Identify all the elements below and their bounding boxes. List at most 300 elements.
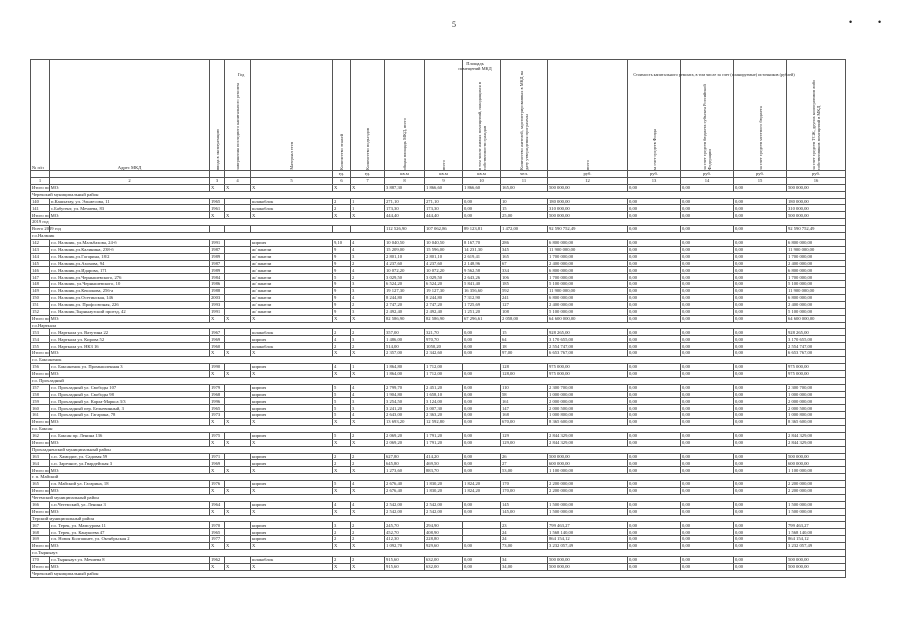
table-row xyxy=(31,260,846,267)
cell-col-1: Итого по МО: xyxy=(32,315,60,321)
cell-col-12: 6 653 767,00 xyxy=(548,350,628,357)
cell-col-11: 15 xyxy=(501,205,548,212)
table-row xyxy=(31,481,846,488)
cell-col-1: 150 xyxy=(31,295,50,302)
cell-col-3: 1990 xyxy=(210,363,225,370)
cell-col-5: шлакоблок xyxy=(251,329,333,336)
cell-col-2: с.п. Заречное, ул.Гвардейская 3 xyxy=(50,460,210,467)
section-title: г.о. Баксаненок xyxy=(31,357,846,364)
cell-col-4 xyxy=(225,391,251,398)
cell-col-4 xyxy=(225,239,251,246)
cell-col-2: г.о. Нальчик,ул. Профсоюзная, 226 xyxy=(50,301,210,308)
cell-col-7: X xyxy=(351,370,385,377)
cell-col-7: 2 xyxy=(351,329,385,336)
cell-col-3: 1964 xyxy=(210,501,225,508)
cell-col-7: 4 xyxy=(351,239,385,246)
cell-col-14: 0,00 xyxy=(681,501,734,508)
cell-col-15: 0,00 xyxy=(734,508,787,515)
cell-col-10: 5 841,40 xyxy=(463,281,501,288)
section-title: Черекский муниципальный район xyxy=(31,191,846,198)
cell-col-2: г.о. Нальчик,ул.Идарова, 171 xyxy=(50,267,210,274)
cell-col-7: 3 xyxy=(351,308,385,315)
table-row xyxy=(31,501,846,508)
cell-col-11: 170 xyxy=(501,481,548,488)
cell-col-9: 4 237,60 xyxy=(425,260,463,267)
cell-col-13: 0,00 xyxy=(628,391,681,398)
table-row xyxy=(31,391,846,398)
cell-col-15: 0,00 xyxy=(734,212,787,219)
cell-col-5: кирпич xyxy=(251,460,333,467)
cell-col-3: 1989 xyxy=(210,267,225,274)
cell-col-2: г.о. Нарткала ул. НКЗ 16 xyxy=(50,343,210,350)
cell-col-15: 0,00 xyxy=(734,184,787,191)
cell-col-16: 3 170 655,00 xyxy=(787,336,846,343)
cell-col-4 xyxy=(225,198,251,205)
cell-col-12: 975 000,00 xyxy=(548,370,628,377)
cell-col-8: 2 542,00 xyxy=(385,508,425,515)
cell-col-8: 514,00 xyxy=(385,343,425,350)
cell-col-8: 3 887,30 xyxy=(385,184,425,191)
cell-col-16: 8 365 600,00 xyxy=(787,419,846,426)
cell-col-4: X xyxy=(225,419,251,426)
cell-col-13: 0,00 xyxy=(628,267,681,274)
cell-col-4 xyxy=(225,336,251,343)
total-row xyxy=(31,419,846,426)
cell-col-10: 9 562,58 xyxy=(463,267,501,274)
cell-col-3: 1991 xyxy=(210,239,225,246)
cell-col-8: 13 693,20 xyxy=(385,419,425,426)
cell-col-5: ж/ панели xyxy=(251,267,333,274)
cell-col-8: 2 799,70 xyxy=(385,384,425,391)
cell-col-2: с.п. Хамидие, ул. Садовая 59 xyxy=(50,453,210,460)
cell-col-9: 2 342,60 xyxy=(425,350,463,357)
cell-col-2 xyxy=(50,467,210,474)
cell-col-1: 158 xyxy=(31,391,50,398)
cell-col-5: X xyxy=(251,315,333,322)
cell-col-2: г.о. Нальчик,ул.Гагарина, 18/2 xyxy=(50,253,210,260)
column-number-cell-1: 1 xyxy=(31,177,50,184)
cell-col-5: кирпич xyxy=(251,529,333,536)
cell-col-1: 168 xyxy=(31,529,50,536)
cell-col-13: 0,00 xyxy=(628,563,681,570)
cell-col-8: 444,40 xyxy=(385,212,425,219)
cell-col-4: X xyxy=(225,315,251,322)
column-number-cell-5: 5 xyxy=(251,177,333,184)
cell-col-11: 25,00 xyxy=(501,212,548,219)
cell-col-2: г.о.Тырныауз ул. Мечиева 8 xyxy=(50,556,210,563)
cell-col-4 xyxy=(225,405,251,412)
cell-col-5: кирпич xyxy=(251,432,333,439)
cell-col-14: 0,00 xyxy=(681,329,734,336)
cell-col-3: 1960 xyxy=(210,343,225,350)
cell-col-15: 0,00 xyxy=(734,391,787,398)
cell-col-8: 245,70 xyxy=(385,522,425,529)
cell-col-6: 5 xyxy=(333,391,351,398)
cell-col-9: 929,60 xyxy=(425,543,463,550)
cell-col-3: X xyxy=(210,543,225,550)
cell-col-13: 0,00 xyxy=(628,398,681,405)
cell-col-4: X xyxy=(225,184,251,191)
cell-col-11: 128 xyxy=(501,363,548,370)
cell-col-13: 0,00 xyxy=(628,308,681,315)
cell-col-10: 0,00 xyxy=(463,543,501,550)
cell-col-16: 2 844 329,00 xyxy=(787,439,846,446)
cell-col-14: 0,00 xyxy=(681,487,734,494)
cell-col-2: г.о. Нальчик,Тырныаузский проезд, 42 xyxy=(50,308,210,315)
cell-col-14: 0,00 xyxy=(681,308,734,315)
cell-col-15: 0,00 xyxy=(734,295,787,302)
cell-col-1: Итого по МО: xyxy=(32,564,60,569)
cell-col-6: 2 xyxy=(333,205,351,212)
cell-col-12: 2 844 329,00 xyxy=(548,432,628,439)
cell-col-14: 0,00 xyxy=(681,405,734,412)
cell-col-6: 9 xyxy=(333,301,351,308)
cell-col-7: 3 xyxy=(351,336,385,343)
cell-col-2 xyxy=(50,439,210,446)
cell-col-1: 153 xyxy=(31,329,50,336)
cell-col-6: X xyxy=(333,370,351,377)
cell-col-5: кирпич xyxy=(251,501,333,508)
table-row xyxy=(31,363,846,370)
cell-col-16: 2 844 329,00 xyxy=(787,432,846,439)
cell-col-13: 0,00 xyxy=(628,529,681,536)
cell-col-10: 16 356,60 xyxy=(463,288,501,295)
cell-col-4 xyxy=(225,556,251,563)
cell-col-5: X xyxy=(251,184,333,191)
cell-col-6: 5 xyxy=(333,405,351,412)
cell-col-12: 500 000,00 xyxy=(548,556,628,563)
cell-col-9: 1 866,60 xyxy=(425,184,463,191)
cell-col-3: 1971 xyxy=(210,453,225,460)
cell-col-1: 159 xyxy=(31,398,50,405)
cell-col-3: X xyxy=(210,370,225,377)
cell-col-9: 173,30 xyxy=(425,205,463,212)
cell-col-14: 0,00 xyxy=(681,543,734,550)
cell-col-12: 975 000,00 xyxy=(548,363,628,370)
cell-col-5: кирпич xyxy=(251,391,333,398)
cell-col-15: 0,00 xyxy=(734,543,787,550)
cell-col-6: 2 xyxy=(333,343,351,350)
cell-col-3: X xyxy=(210,419,225,426)
cell-col-14: 0,00 xyxy=(681,274,734,281)
cell-col-9: 2 801,10 xyxy=(425,253,463,260)
cell-col-12: 1 700 000,00 xyxy=(548,274,628,281)
cell-col-5: шлакоблок xyxy=(251,205,333,212)
cell-col-16: 6 800 000,00 xyxy=(787,267,846,274)
page-number: 5 xyxy=(452,20,456,29)
section-title: Терский муниципальный район xyxy=(31,515,846,522)
cell-col-11: 10 xyxy=(501,198,548,205)
cell-col-7: 1 xyxy=(351,205,385,212)
cell-col-2: г.о. Нарткала ул. Ватутина 22 xyxy=(50,329,210,336)
cell-col-8: 3 029,50 xyxy=(385,274,425,281)
cell-col-16: 11 900 000,00 xyxy=(787,288,846,295)
cell-col-2: п.Кашхатау, ул. Эльмесова, 11 xyxy=(50,198,210,205)
cell-col-11: 53,00 xyxy=(501,467,548,474)
cell-col-12: 2 400 000,00 xyxy=(548,301,628,308)
cell-col-10: 0,00 xyxy=(463,419,501,426)
cell-col-16: 2 400 000,00 xyxy=(787,301,846,308)
cell-col-1: 155 xyxy=(31,343,50,350)
cell-col-3: 1979 xyxy=(210,384,225,391)
table-row xyxy=(31,198,846,205)
unit-cell-2 xyxy=(50,171,210,178)
total-row xyxy=(31,226,846,233)
section-title: Чегемский муниципальный район xyxy=(31,494,846,501)
cell-col-7: X xyxy=(351,184,385,191)
cell-col-7: X xyxy=(351,419,385,426)
cell-col-15: 0,00 xyxy=(734,453,787,460)
cell-col-4 xyxy=(225,343,251,350)
header-text: ввода в эксплуатацию xyxy=(214,129,220,170)
cell-col-12: 5 100 000,00 xyxy=(548,281,628,288)
cell-col-14: 0,00 xyxy=(681,453,734,460)
cell-col-11: 97,00 xyxy=(501,350,548,357)
cell-col-13: 0,00 xyxy=(628,487,681,494)
cell-col-9: 10 040,50 xyxy=(425,239,463,246)
cell-col-3: X xyxy=(210,508,225,515)
cell-col-7: 4 xyxy=(351,501,385,508)
cell-col-15: 0,00 xyxy=(734,370,787,377)
cell-col-6: 9 xyxy=(333,253,351,260)
cell-col-16: 1 000 800,00 xyxy=(787,412,846,419)
cell-col-3: 1965 xyxy=(210,198,225,205)
unit-cell-12: руб. xyxy=(548,171,628,178)
cell-col-3: 1977 xyxy=(210,536,225,543)
cell-col-3: 1988 xyxy=(210,288,225,295)
cell-col-15: 0,00 xyxy=(734,274,787,281)
cell-col-4 xyxy=(225,288,251,295)
column-number-cell-4: 4 xyxy=(225,177,251,184)
cell-col-3: 1984 xyxy=(210,274,225,281)
cell-col-1: Итого по МО: xyxy=(32,212,60,218)
cell-col-13: 0,00 xyxy=(628,288,681,295)
cell-col-2 xyxy=(50,487,210,494)
cell-col-5: кирпич xyxy=(251,536,333,543)
table-row xyxy=(31,267,846,274)
cell-col-8: 173,30 xyxy=(385,205,425,212)
header-text: Количество этажей xyxy=(339,134,344,170)
cell-col-15: 0,00 xyxy=(734,198,787,205)
cell-col-16: 64 600 000,00 xyxy=(787,315,846,322)
cell-col-15: 0,00 xyxy=(734,350,787,357)
cell-col-4 xyxy=(225,432,251,439)
cell-col-9: 1 712,00 xyxy=(425,363,463,370)
column-number-cell-10: 10 xyxy=(463,177,501,184)
cell-col-1: 165 xyxy=(31,481,50,488)
cell-col-5: кирпич xyxy=(251,336,333,343)
corner-mark-left: • xyxy=(849,17,853,27)
cell-col-9: 12 592,80 xyxy=(425,419,463,426)
cell-col-1: 160 xyxy=(31,405,50,412)
cell-col-9: 321,70 xyxy=(425,329,463,336)
table-row xyxy=(31,556,846,563)
cell-col-3: 1996 xyxy=(210,398,225,405)
cell-col-16: 2 300 700,00 xyxy=(787,384,846,391)
cell-col-10 xyxy=(463,529,501,536)
cell-col-8: 2 492,40 xyxy=(385,308,425,315)
cell-col-1: 154 xyxy=(31,336,50,343)
cell-col-6: 4 xyxy=(333,363,351,370)
cell-col-9: 444,40 xyxy=(425,212,463,219)
cell-col-1: 143 xyxy=(31,246,50,253)
cell-col-6 xyxy=(333,226,351,233)
cell-col-13: 0,00 xyxy=(628,543,681,550)
table-row xyxy=(31,343,846,350)
total-row xyxy=(31,184,846,191)
cell-col-4 xyxy=(225,295,251,302)
cell-col-8: 2 069,20 xyxy=(385,432,425,439)
cell-col-1: 164 xyxy=(31,460,50,467)
cell-col-14: 0,00 xyxy=(681,419,734,426)
cell-col-2: г.о. Прохладный ул. Карла-Маркса 3/3 xyxy=(50,398,210,405)
cell-col-2: г.о. Нарткала ул. Кирова 52 xyxy=(50,336,210,343)
cell-col-16: 3 232 057,49 xyxy=(787,543,846,550)
cell-col-15: 0,00 xyxy=(734,419,787,426)
cell-col-1: Итого по МО: xyxy=(32,488,60,494)
cell-col-7: 2 xyxy=(351,529,385,536)
cell-col-6: X xyxy=(333,350,351,357)
header-text: всего xyxy=(441,160,446,170)
cell-col-9: 1 830,20 xyxy=(425,487,463,494)
cell-col-10: 7 312,90 xyxy=(463,295,501,302)
cell-col-14: 0,00 xyxy=(681,301,734,308)
cell-col-6: 2 xyxy=(333,329,351,336)
cell-col-15: 0,00 xyxy=(734,487,787,494)
cell-col-12: 180 000,00 xyxy=(548,198,628,205)
cell-col-10: 67 296,61 xyxy=(463,315,501,322)
cell-col-4: X xyxy=(225,563,251,570)
cell-col-8: 645,80 xyxy=(385,460,425,467)
table-row xyxy=(31,536,846,543)
cell-col-12: 11 900 000,00 xyxy=(548,288,628,295)
cell-col-8: 2 643,00 xyxy=(385,412,425,419)
column-number-cell-16: 16 xyxy=(787,177,846,184)
cell-col-8: 4 237,60 xyxy=(385,260,425,267)
cell-col-11: 145,00 xyxy=(501,508,548,515)
cell-col-6: 9 xyxy=(333,281,351,288)
cell-col-14: 0,00 xyxy=(681,253,734,260)
cell-col-1: 167 xyxy=(31,522,50,529)
cell-col-6: 2 xyxy=(333,529,351,536)
cell-col-13: 0,00 xyxy=(628,253,681,260)
cell-col-4 xyxy=(225,522,251,529)
cell-col-11: 15 xyxy=(501,329,548,336)
cell-col-7: 2 xyxy=(351,536,385,543)
section-title: г.о.Нарткала xyxy=(31,322,846,329)
cell-col-9: 1 791,20 xyxy=(425,439,463,446)
cell-col-14: 0,00 xyxy=(681,391,734,398)
cell-col-6: X xyxy=(333,212,351,219)
table-row xyxy=(31,301,846,308)
cell-col-7: 3 xyxy=(351,288,385,295)
cell-col-6: X xyxy=(333,315,351,322)
header-text: за счет средств Фонда xyxy=(651,128,657,170)
table-row xyxy=(31,281,846,288)
cell-col-4 xyxy=(225,226,251,233)
cell-col-7: X xyxy=(351,315,385,322)
cell-col-1: Итого по МО: xyxy=(32,543,60,549)
cell-col-7: 2 xyxy=(351,460,385,467)
cell-col-3: X xyxy=(210,439,225,446)
cell-col-5: кирпич xyxy=(251,453,333,460)
cell-col-9: 19 127,30 xyxy=(425,288,463,295)
cell-col-15: 0,00 xyxy=(734,563,787,570)
cell-col-14: 0,00 xyxy=(681,267,734,274)
cell-col-14: 0,00 xyxy=(681,288,734,295)
header-text: за счет средств ТСЖ, других кооперативов либо собственников помещений в МКД xyxy=(811,79,821,170)
cell-col-5: кирпич xyxy=(251,239,333,246)
cell-col-16: 799 463,27 xyxy=(787,522,846,529)
cell-col-9: 228,80 xyxy=(425,536,463,543)
cell-col-13: 0,00 xyxy=(628,522,681,529)
cell-col-7: 2 xyxy=(351,432,385,439)
cell-col-8: 15 209,00 xyxy=(385,246,425,253)
cell-col-11: 168 xyxy=(501,412,548,419)
cell-col-4 xyxy=(225,205,251,212)
cell-col-16: 1 000 000,00 xyxy=(787,391,846,398)
cell-col-10: 0,00 xyxy=(463,556,501,563)
cell-col-11: 1 472,00 xyxy=(501,226,548,233)
cell-col-15: 0,00 xyxy=(734,536,787,543)
cell-col-14: 0,00 xyxy=(681,281,734,288)
cell-col-12: 6 800 000,00 xyxy=(548,267,628,274)
table-row xyxy=(31,522,846,529)
cell-col-13: 0,00 xyxy=(628,295,681,302)
cell-col-2 xyxy=(50,508,210,515)
cell-col-15: 0,00 xyxy=(734,260,787,267)
cell-col-11: 129 xyxy=(501,432,548,439)
cell-col-15: 0,00 xyxy=(734,281,787,288)
cell-col-6: X xyxy=(333,508,351,515)
cell-col-14: 0,00 xyxy=(681,246,734,253)
cell-col-6: X xyxy=(333,487,351,494)
unit-cell-7: ед. xyxy=(351,171,385,178)
header-text: в том числе жилых помещений, находящихся в собственности граждан xyxy=(476,82,487,170)
cell-col-15: 0,00 xyxy=(734,343,787,350)
cell-col-8: 2 747,20 xyxy=(385,301,425,308)
table-row xyxy=(31,253,846,260)
cell-col-2 xyxy=(50,315,210,322)
cell-col-11: 34 xyxy=(501,556,548,563)
cell-col-14: 0,00 xyxy=(681,350,734,357)
cell-col-1: 157 xyxy=(31,384,50,391)
header-group-cost: Стоимость капитального ремонта, в том числе за счет (планируемые) источников (рублей) xyxy=(633,72,795,77)
cell-col-5: X xyxy=(251,212,333,219)
cell-col-6: X xyxy=(333,563,351,570)
cell-col-3: 1968 xyxy=(210,391,225,398)
cell-col-13: 0,00 xyxy=(628,226,681,233)
cell-col-9: 632,00 xyxy=(425,556,463,563)
cell-col-5: ж/ панели xyxy=(251,288,333,295)
cell-col-16: 2 000 000,00 xyxy=(787,398,846,405)
cell-col-6: 5 xyxy=(333,412,351,419)
cell-col-6: X xyxy=(333,419,351,426)
column-number-cell-2: 2 xyxy=(50,177,210,184)
cell-col-8: 915,60 xyxy=(385,563,425,570)
header-col-10 xyxy=(463,60,501,171)
header-text: завершения последнего капитального ремонта xyxy=(235,83,240,170)
cell-col-2 xyxy=(50,563,210,570)
header-col-1 xyxy=(31,60,50,171)
section-header-row xyxy=(31,446,846,453)
cell-col-13: 0,00 xyxy=(628,343,681,350)
unit-cell-9: кв.м xyxy=(425,171,463,178)
cell-col-16: 500 000,00 xyxy=(787,453,846,460)
cell-col-10: 0,00 xyxy=(463,405,501,412)
cell-col-9: 294,90 xyxy=(425,522,463,529)
cell-col-13: 0,00 xyxy=(628,329,681,336)
